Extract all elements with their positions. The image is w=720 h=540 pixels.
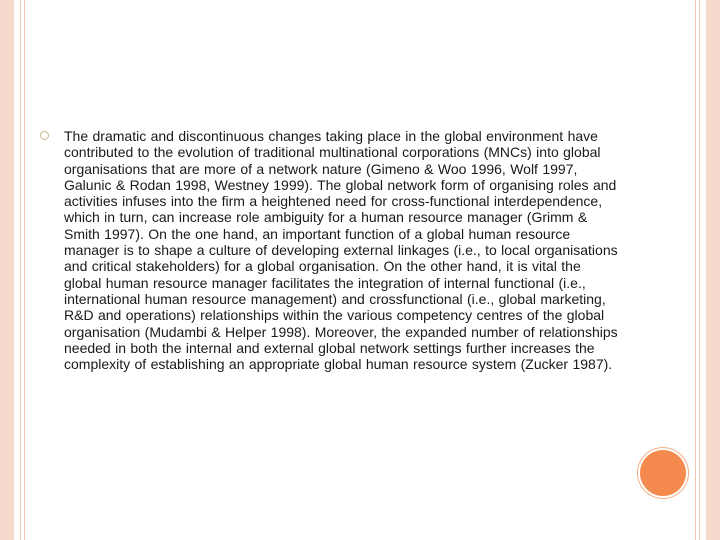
left-border-line: [24, 0, 25, 540]
right-border-band: [706, 0, 720, 540]
bullet-text: The dramatic and discontinuous changes taking place in the global environment have contributed to the evolution of traditional multinational corporations (MNCs) into global organisations that are more of a network nature (Gimeno & Woo 1996, Wolf 1997, Galunic & Rodan 1998, Westney 1999). The global network form of organising roles and activities infuses into the firm a heightened need for cross-functional interdependence, which in turn, can increase role ambiguity for a human resource manager (Grimm & Smith 1997). On the one hand, an important function of a global human resource manager is to shape a culture of developing external linkages (i.e., to local organisations and critical stakeholders) for a global organisation. On the other hand, it is vital the global human resource manager facilitates the integration of internal functional (i.e., international human resource management) and crossfunctional (i.e., global marketing, R&D and operations) relationships within the various competency centres of the global organisation (Mudambi & Helper 1998). Moreover, the expanded number of relationships needed in both the internal and external global network settings further increases the complexity of establishing an appropriate global human resource system (Zucker 1987).: [64, 128, 618, 373]
right-border-line: [695, 0, 696, 540]
left-border-line: [20, 0, 21, 540]
right-border-line: [699, 0, 700, 540]
left-border-band: [0, 0, 14, 540]
bullet-circle-icon: [40, 131, 49, 140]
decorative-circle: [640, 450, 686, 496]
bullet-list: [40, 128, 620, 372]
